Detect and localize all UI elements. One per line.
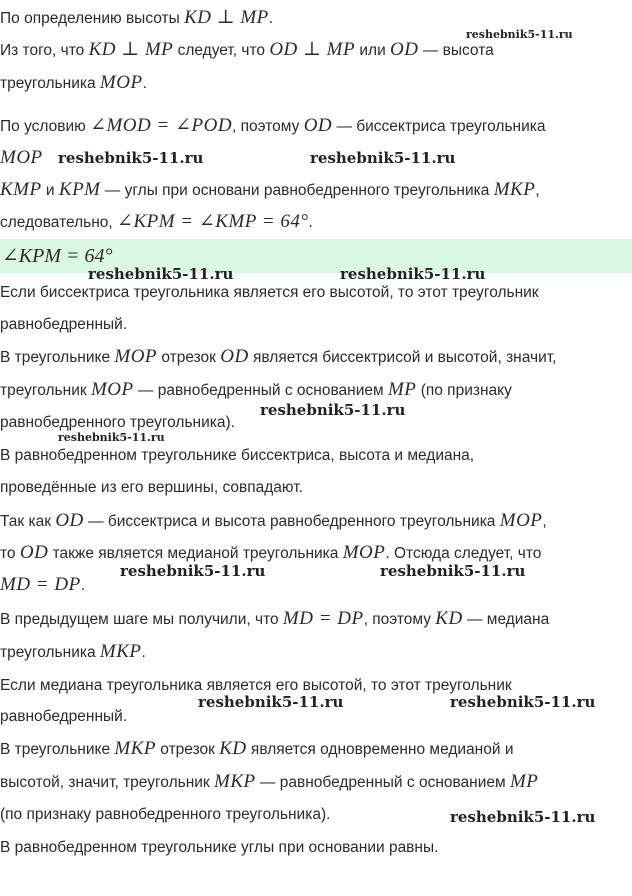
watermark: reshebnik5-11.ru: [466, 28, 573, 41]
text-line: В треугольнике MKP отрезок KD является одновременно медианой и: [0, 738, 514, 759]
watermark: reshebnik5-11.ru: [58, 149, 204, 167]
text-line: Если медиана треугольника является его высотой, то этот треугольник: [0, 677, 512, 694]
text-line: треугольник MOP — равнобедренный с основанием MP (по признаку: [0, 379, 512, 400]
watermark: reshebnik5-11.ru: [58, 431, 165, 444]
text-line: MOP: [0, 147, 43, 168]
text-line: треугольника MOP.: [0, 72, 147, 93]
watermark: reshebnik5-11.ru: [380, 562, 526, 580]
text-line: MD = DP.: [0, 574, 86, 595]
text-line: треугольника MKP.: [0, 641, 146, 662]
watermark: reshebnik5-11.ru: [120, 562, 266, 580]
text-line: равнобедренный.: [0, 708, 128, 725]
text-line: Если биссектриса треугольника является его высотой, то этот треугольник: [0, 284, 539, 301]
text-line: высотой, значит, треугольник MKP — равнобедренный с основанием MP: [0, 771, 539, 792]
text-line: (по признаку равнобедренного треугольника).: [0, 806, 331, 823]
watermark: reshebnik5-11.ru: [340, 265, 486, 283]
text-line: равнобедренный.: [0, 316, 128, 333]
watermark: reshebnik5-11.ru: [450, 693, 596, 711]
watermark: reshebnik5-11.ru: [450, 808, 596, 826]
answer-formula: ∠KPM = 64°: [2, 245, 113, 267]
text-line: Из того, что KD ⊥ MP следует, что OD ⊥ MP или OD — высота: [0, 39, 494, 60]
text-line: равнобедренного треугольника).: [0, 414, 235, 431]
text-line: KMP и KPM — углы при основани равнобедренного треугольника MKP,: [0, 179, 540, 200]
text-line: В равнобедренном треугольнике биссектриса, высота и медиана,: [0, 447, 475, 464]
text-line: В предыдущем шаге мы получили, что MD = DP, поэтому KD — медиана: [0, 608, 550, 629]
watermark: reshebnik5-11.ru: [260, 401, 406, 419]
watermark: reshebnik5-11.ru: [88, 265, 234, 283]
watermark: reshebnik5-11.ru: [310, 149, 456, 167]
text-line: Так как OD — биссектриса и высота равнобедренного треугольника MOP,: [0, 510, 547, 531]
watermark: reshebnik5-11.ru: [198, 693, 344, 711]
text-line: следовательно, ∠KPM = ∠KMP = 64°.: [0, 211, 313, 232]
text-line: то OD также является медианой треугольника MOP. Отсюда следует, что: [0, 542, 542, 563]
text-line: По условию ∠MOD = ∠POD, поэтому OD — биссектриса треугольника: [0, 115, 546, 136]
text-line: проведённые из его вершины, совпадают.: [0, 479, 303, 496]
text-line: По определению высоты KD ⊥ MP.: [0, 7, 274, 28]
text-line: В равнобедренном треугольнике углы при основании равны.: [0, 839, 439, 856]
text-line: В треугольнике MOP отрезок OD является биссектрисой и высотой, значит,: [0, 346, 557, 367]
